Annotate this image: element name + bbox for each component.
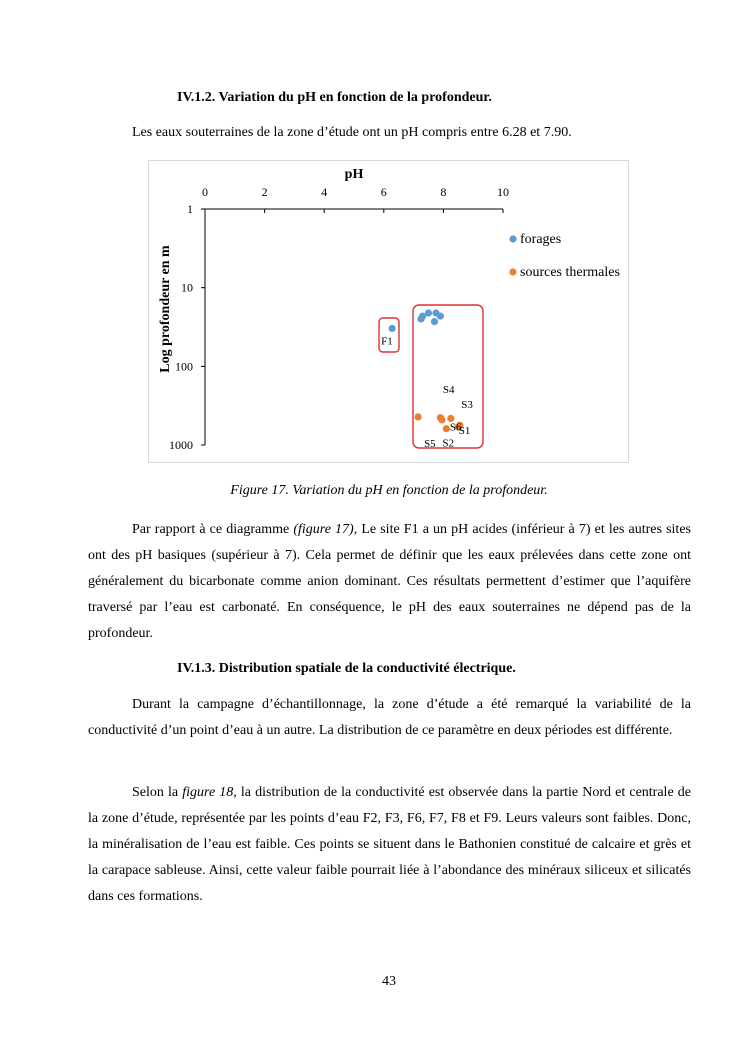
intro-text: Les eaux souterraines de la zone d’étude ont un pH compris entre 6.28 et 7.90. [132,125,572,140]
point-label-f1: F1 [381,335,393,348]
thermal-source-point [438,416,445,423]
y-tick-label: 100 [175,359,193,374]
paragraph-1-after: Le site F1 a un pH acides (inférieur à 7) et les autres sites ont des pH basiques (supérieur à 7). Cela permet de définir que les eaux prélevées dans cette zone ont généralement du bicarbonate comme anion dominant. Ces résultats permettent d’estimer que l’aquifère traversé par l’eau est carbonaté. En conséquence, le pH des eaux souterraines ne dépend pas de la profondeur. [88,522,691,641]
y-tick-label: 1000 [169,438,193,452]
figure-caption: Figure 17. Variation du pH en fonction de la profondeur. [230,483,548,498]
point-label-s6: S6 [449,421,462,434]
x-tick-label: 2 [261,185,268,199]
y-tick-label: 1 [187,202,193,216]
x-tick-label: 6 [380,185,387,199]
paragraph-1 [88,517,691,647]
x-tick-label: 8 [440,185,447,199]
y-tick-label: 10 [181,280,193,295]
point-label-s5: S5 [424,437,436,450]
chart-title: pH [344,167,364,182]
legend-marker [509,268,516,275]
figure-18-reference: figure 18, [182,785,237,800]
forage-point [437,313,444,320]
paragraph-2: Durant la campagne d’échantillonnage, la zone d’étude a été remarqué la variabilité de la conductivité d’un point d’eau à un autre. La distribution de ce paramètre en deux périodes est différente. [88,697,691,738]
paragraph-3-before: Selon la [132,785,183,800]
x-tick-label: 10 [497,185,509,199]
figure-17-reference: (figure 17), [293,522,358,537]
thermal-source-point [414,413,421,420]
page-number: 43 [382,974,396,989]
point-label-s1: S1 [458,425,471,438]
section-heading-413: IV.1.3. Distribution spatiale de la conductivité électrique. [177,661,516,676]
chart-svg [149,161,628,462]
point-label-s4: S4 [442,383,455,396]
point-label-s3: S3 [461,398,473,411]
x-tick-label: 4 [321,185,328,199]
paragraph-3 [88,780,691,910]
y-axis-label: Log profondeur en m [158,245,173,373]
forage-point [425,309,432,316]
x-tick-label: 0 [202,185,208,199]
legend-label: sources thermales [520,265,620,280]
legend-label: forages [520,232,562,247]
ph-depth-chart [148,160,629,463]
point-label-s2: S2 [442,437,455,450]
forage-point [389,325,396,332]
legend-marker [509,235,516,242]
section-heading-412: IV.1.2. Variation du pH en fonction de la profondeur. [177,90,492,105]
forage-point [431,318,438,325]
paragraph-3-after: la distribution de la conductivité est observée dans la partie Nord et centrale de la zone d’étude, représentée par les points d’eau F2, F3, F6, F7, F8 et F9. Leurs valeurs sont faibles. Donc, la minéralisation de l’eau est faible. Ces points se situent dans le Bathonien constitué de calcaire et grès et la carapace sableuse. Ainsi, cette valeur faible pourrait liée à l’abondance des minéraux siliceux et silicatés dans ces formations. [88,785,692,904]
paragraph-1-before: Par rapport à ce diagramme [132,522,294,537]
